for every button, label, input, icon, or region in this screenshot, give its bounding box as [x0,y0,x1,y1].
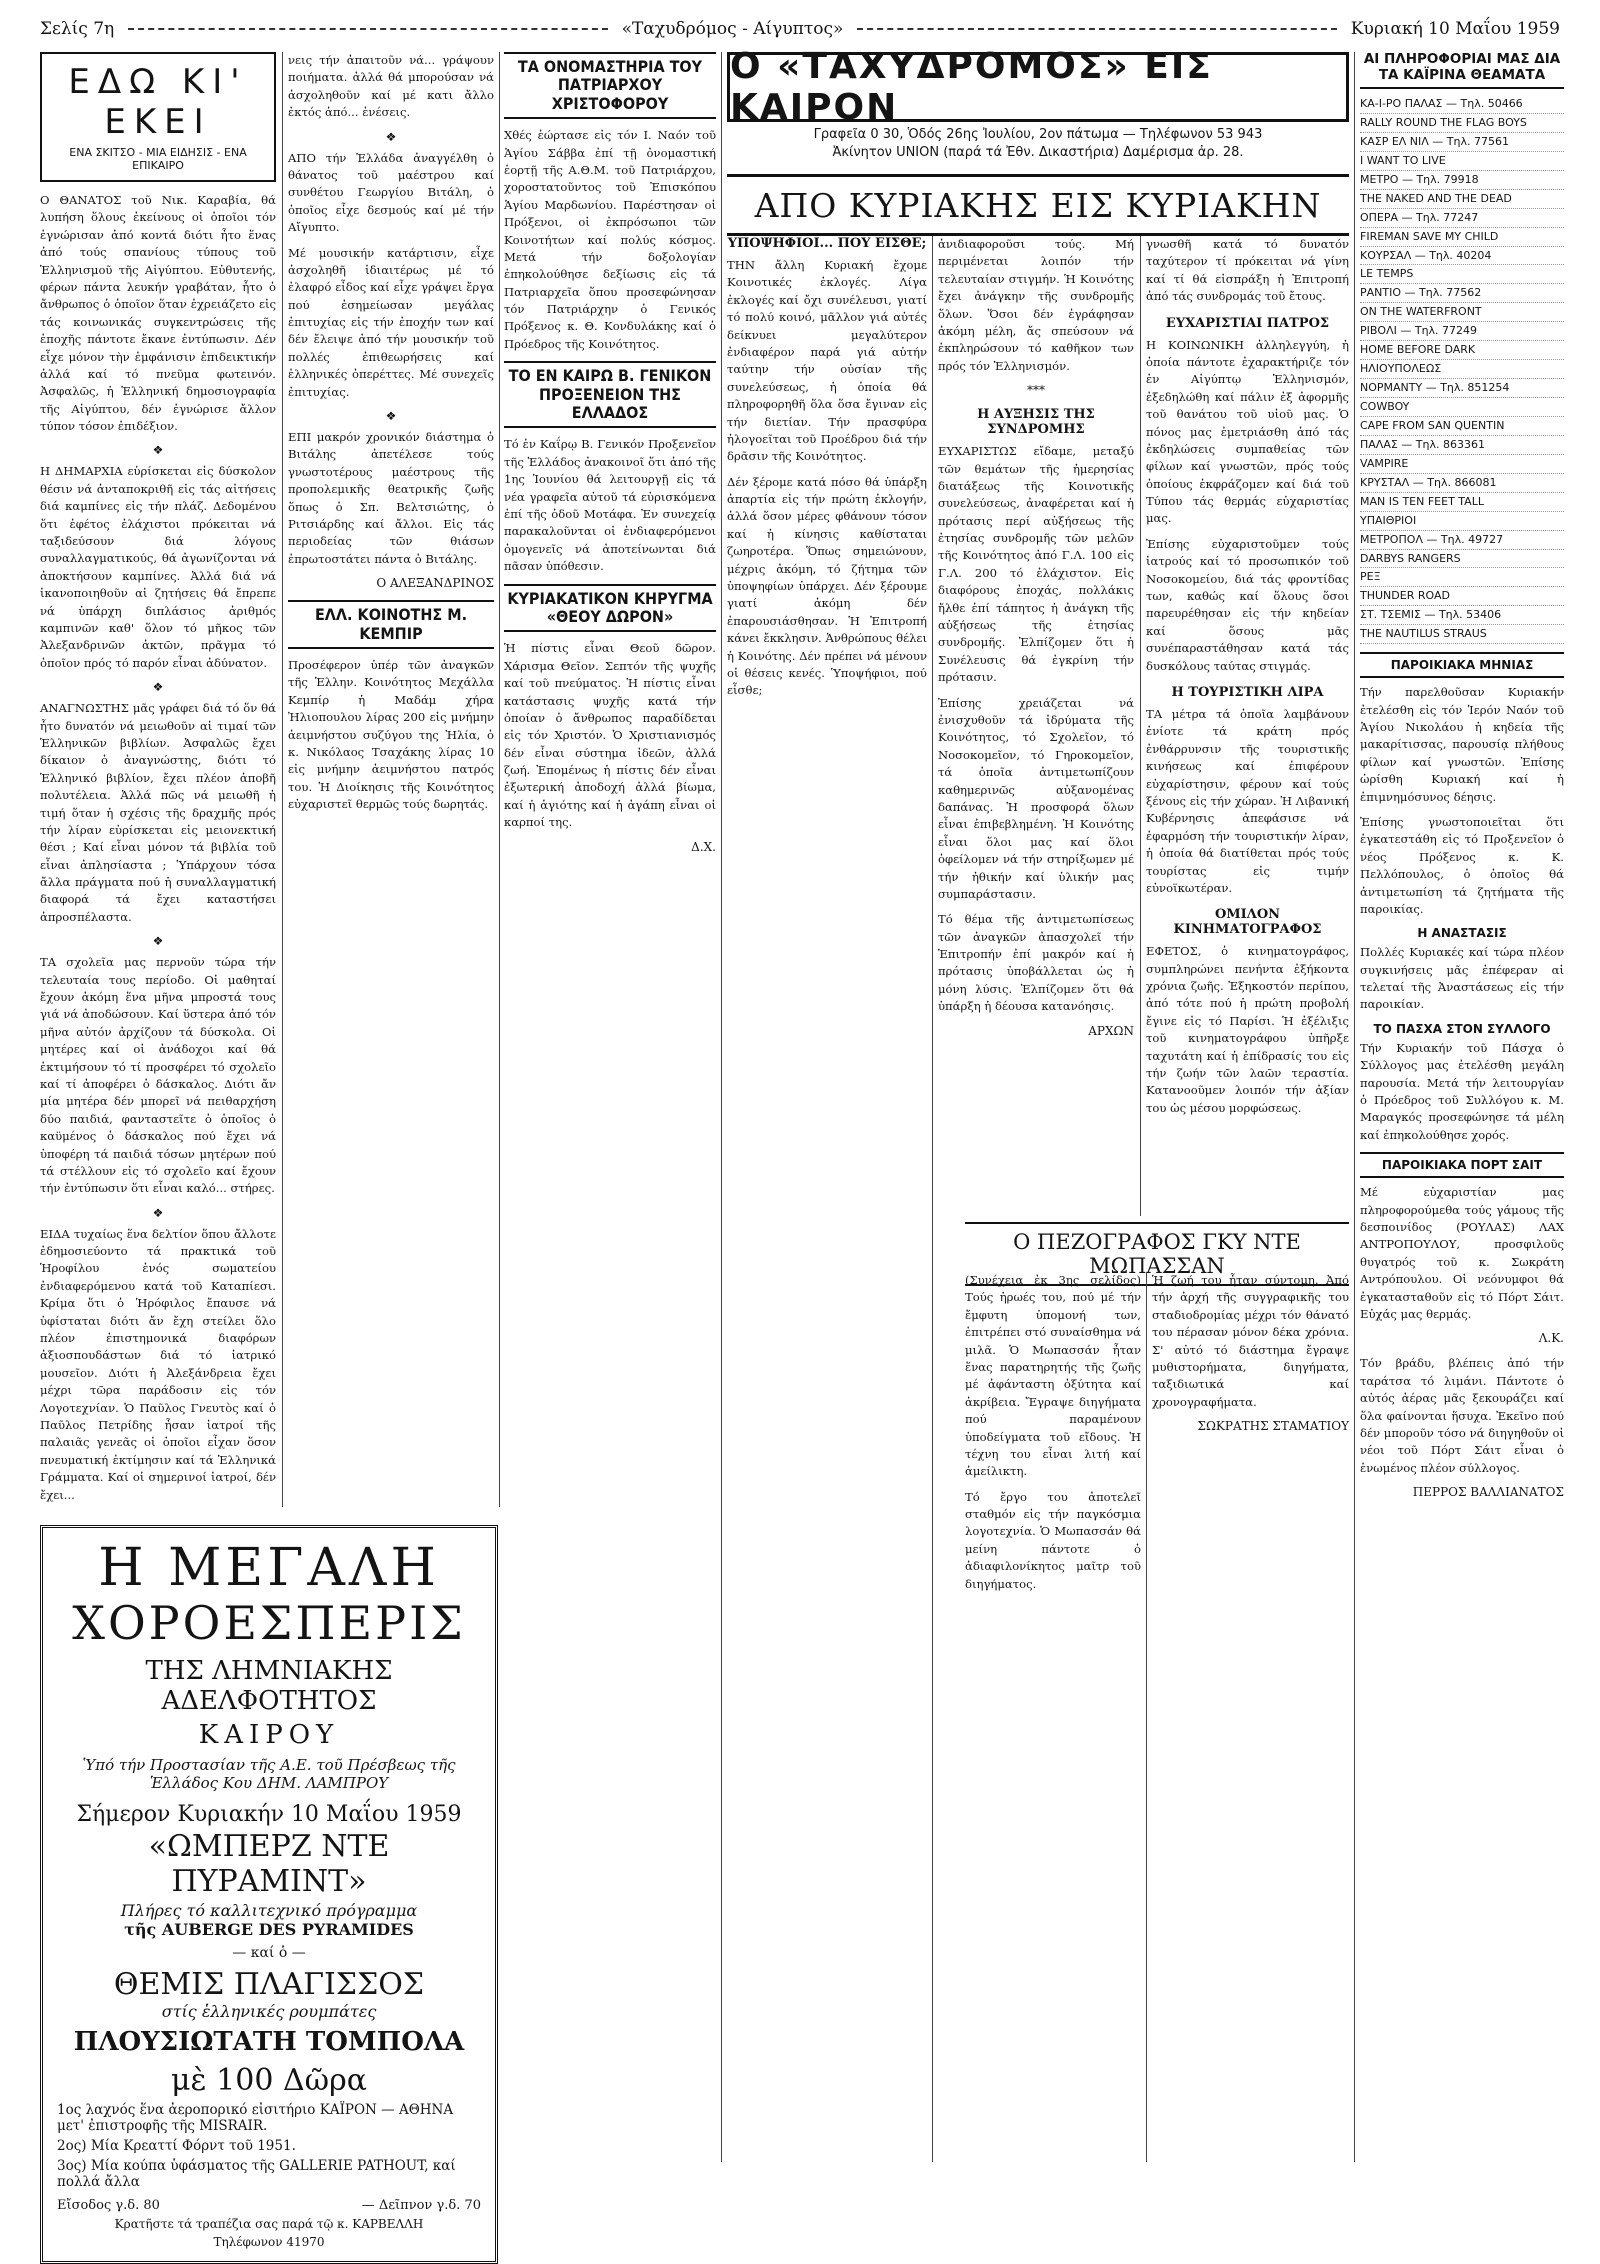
ad-telephone: Τηλέφωνον 41970 [213,2235,325,2250]
cinema-listing-entry: ΣΤ. ΤΣΕΜΙΣ — Τηλ. 53406 [1360,606,1564,625]
maupassant-column-one [965,1272,1141,1601]
cinema-listing-entry: VAMPIRE [1360,455,1564,474]
masthead-rule [128,28,607,30]
subsection-title: Η ΑΝΑΣΤΑΣΙΣ [1417,926,1507,941]
cinema-listing-entry: ΡΙΒΟΛΙ — Τηλ. 77249 [1360,322,1564,341]
sunday-heading: ΑΠΟ ΚΥΡΙΑΚΗΣ ΕΙΣ ΚΥΡΙΑΚΗΝ [727,174,1349,236]
cinema-listing-entry: FIREMAN SAVE MY CHILD [1360,228,1564,247]
article-paragraph: Ο ΘΑΝΑΤΟΣ τοῦ Νικ. Καραβία, θά λυπήση ὅλους ἐκείνους οἱ ὁποῖοι τόν ἐγνώρισαν ἀπό κοντά διότι ἦτο ἕνας ἀπό τούς σπανίους τύπους τοῦ Ἑλληνισμοῦ τῆς Αἰγύπτου. Εὐθυτενής, φέρων πάντα λευκήν γραβάταν, ἦτο ὁ ἄνθρωπος ὁ ὁποῖον ὅταν ἐχρειάζετο εἰς τάς κοινωνικάς συγκεντρώσεις τῆς ἐποχῆς πάντοτε ἔκανε ἐντύπωσιν. Δέν εἶχε μόνον τὴν ἐμφάνισιν ἐπιδεικτικήν ἀλλά καί τό πνεῦμα φωτεινόν. Ἀσφαλῶς, ἡ Ἑλληνική δημοσιογραφία τῆς Αἰγύπτου, δέν ἐγνώρισε ἄλλον τύπον τόσον ἐπιδέξιον. [40,193,276,434]
cinema-listing-entry: CAPE FROM SAN QUENTIN [1360,417,1564,436]
masthead-rule [857,28,1336,30]
article-paragraph: ΤΗΝ ἄλλη Κυριακή ἔχομε Κοινοτικές ἐκλογές. Λίγα ἐκλογές καί ὄχι συνέλευσι, γιατί τό πολύ κοινό, μᾶλλον γιά αὐτές δείκνυει μεγαλύτερον ἐνδιαφέρον παρά γιά αὐτήν ταύτην τήν οὐσίαν τῆς συνελεύσεως, ἡ ὁποία θά πληροφορηθῆ ὅλα ὅσα ἔγιναν εἰς τήν διετίαν. Τήν πρασφύρα ἠλογοεῖται τοῦ Προέδρου διά τήν δρᾶσιν τῆς Κοινότητος. [727,258,927,464]
column-rule [1354,52,1355,2162]
section-heading: ΤΑ ΟΝΟΜΑΣΤΗΡΙΑ ΤΟΥ ΠΑΤΡΙΑΡΧΟΥ ΧΡΙΣΤΟΦΟΡΟΥ [504,52,716,119]
page-number: Σελίς 7η [40,19,115,39]
cinema-listing-entry: MAN IS TEN FEET TALL [1360,493,1564,512]
office-address: Γραφεῖα 0 30, Ὁδός 26ης Ἰουλίου, 2ον πάτωμα — Τηλέφωνον 53 943 [813,127,1263,142]
cinema-listing-entry: ΚΑ-Ι-ΡΟ ΠΑΛΑΣ — Τηλ. 50466 [1360,95,1564,114]
article-paragraph: νεις τήν ἀπαιτοῦν νά... γράψουν ποιήματα. ἀλλά θά μπορούσαν νά ἀσχοληθοῦν καί μέ κατι ἄλλο ἐκτός ἀπό... ἐνέσεις. [288,53,494,120]
ad-prize: 2ος) Μία Κρεαττί Φόρντ τοῦ 1951. [57,2138,296,2155]
cinema-listing-entry: ΡΕΞ [1360,568,1564,587]
column-two [288,52,494,821]
article-paragraph: ΑΠΟ τήν Ἑλλάδα ἀναγγέλθη ὁ θάνατος τοῦ μαέστρου καί συνθέτου Γεωργίου Βιτάλη, ὁ ὁποῖος εἶχε δεσμούς καί μέ τήν Αἴγυπτο. [288,150,494,235]
column-rule [1140,236,1141,1216]
column-subtitle: ΕΝΑ ΣΚΙΤΣΟ - ΜΙΑ ΕΙΔΗΣΙΣ - ΕΝΑ ΕΠΙΚΑΙΡΟ [69,146,247,172]
article-paragraph: ΕΥΧΑΡΙΣΤΩΣ εἴδαμε, μεταξύ τῶν θεμάτων τῆς ἡμερησίας διατάξεως τῆς Κοινοτικῆς συνελεύσεως, ἀναφέρεται καί ἡ πρότασις περί αὐξήσεως τῆς ἐτησίας συνδρομῆς τῶν μελῶν τῆς Κοινότητος ἀπό Γ.Λ. 100 εἰς Γ.Λ. 200 τό ἐλάχιστον. Εἰς διαφόρους ἐποχάς, πολλάκις ἤλθε ἐπί τάπητος ἡ ἀνάγκη τῆς αὐξήσεως τῆς ἐτησίας συνδρομῆς. Ἐλπίζομεν ὅτι ἡ Συνέλευσις θά ἐγκρίνη τήν πρότασιν. [938,444,1134,685]
article-paragraph: Ἐπίσης χρειάζεται νά ἐνισχυθοῦν τά ἱδρύματα τῆς Κοινότητος, τό Σχολεῖον, τό Νοσοκομεῖον, τό Γηροκομεῖον, τά ὁποῖα ἀντιμετωπίζουν καθημερινῶς αὐξανομένας δαπάνας. Ἡ προσφορά ὅλων εἶναι ἐπιβεβλημένη. Ἡ Κοινότης εἶναι ὅλοι μας καί ὅλοι ὀφείλομεν νά τήν στηρίξωμεν μέ τήν ἠθικήν καί ὑλικήν μας συμπαράστασιν. [938,695,1134,901]
ad-prize: 3ος) Μία κούπα ὑφάσματος τῆς GALLERIE PATHOUT, καί πολλά ἄλλα [57,2158,456,2191]
section-heading: ΠΑΡΟΙΚΙΑΚΑ ΠΟΡΤ ΣΑΙΤ [1360,1152,1564,1178]
ad-connector: — καί ὁ — [232,1945,306,1962]
cinema-listing-entry: ΜΕΤΡΟΠΟΛ — Τηλ. 49727 [1360,531,1564,550]
ad-program: Πλήρες τό καλλιτεχνικό πρόγραμμα [120,1901,418,1921]
ad-performer: ΘΕΜΙΣ ΠΛΑΓΙΣΣΟΣ [113,1967,425,2003]
article-paragraph: Προσέφερον ὑπέρ τῶν ἀναγκῶν τῆς Ἑλλην. Κοινότητος Μεχάλλα Κεμπίρ ἡ Μαδάμ χήρα Ἠλιοπουλου λίρας 200 εἰς μνήμην ἀειμνήστου συζύγου της Ἠλία, ὁ κ. Νικόλαος Τσαχάκης λίρας 10 εἰς μνήμην ἀειμνήστου πατρός του. Ἡ Διοίκησις τῆς Κοινότητος εὐχαριστεῖ θερμῶς τούς δωρητάς. [288,657,494,812]
cinema-listing-entry: I WANT TO LIVE [1360,152,1564,171]
cinema-listing-entry: ΚΟΥΡΣΑΛ — Τηλ. 40204 [1360,247,1564,266]
separator-ornament: ❖ [152,1205,164,1220]
ad-headline: ΧΟΡΟΕΣΠΕΡΙΣ [72,1596,466,1651]
article-paragraph: Τό ἐν Καΐρῳ Β. Γενικόν Προξενεῖον τῆς Ἑλλάδος ἀνακοινοῖ ὅτι ἀπό τῆς 1ης Ἰουνίου θά λειτουργῇ εἰς τά νέα γραφεῖα αὐτοῦ τά εὑρισκόμενα ἐπί τῆς ὁδοῦ Μοτάφα. Ἐν συνεχείᾳ παρακαλοῦνται οἱ ἐνδιαφερόμενοι ὁμογενεῖς νά ἀποτείνωνται διά πᾶσαν ὑπόθεσιν. [504,437,716,574]
article-paragraph: ΑΝΑΓΝΩΣΤΗΣ μᾶς γράφει διά τό ὅν θά ἦτο δυνατόν νά μειωθοῦν αἱ τιμαί τῶν Ἑλληνικῶν βιβλίων. Ἀσφαλῶς ἔχει δίκαιον ὁ ἀναγνώστης, διότι τό Ἑλληνικό βιβλίον, ἔχει πλέον ἀποβῆ πολυτέλεια. Ἀλλά πῶς νά μειωθῆ ἡ τιμή ὅταν ἡ σχέσις τῆς δραχμῆς πρός τήν λίραν εὑρίσκεται εἰς μειονεκτική θέσι ; Καί εἶναι μόνον τά βιβλία τοῦ εἶναι ἀπλησίαστα ; Ὑπάρχουν τόσα ἄλλα πράγματα πού ἡ συναλλαγματική διαφορά τά ἔχει καταστήσει ἀπροσπέλαστα. [40,701,276,924]
cinema-listing-entry: COWBOY [1360,398,1564,417]
issue-date: Κυριακή 10 Μαΐου 1959 [1350,19,1560,39]
masthead [40,14,1560,44]
ad-organizer: ΤΗΣ ΛΗΜΝΙΑΚΗΣ ΑΔΕΛΦΟΤΗΤΟΣ [145,1656,393,1717]
subsection-title: ΤΟ ΠΑΣΧΑ ΣΤΟΝ ΣΥΛΛΟΓΟ [1373,1021,1551,1036]
separator-stars: *** [1027,383,1045,398]
separator-ornament: ❖ [385,129,397,144]
section-heading: ΚΥΡΙΑΚΑΤΙΚΟΝ ΚΗΡΥΓΜΑ «ΘΕΟΥ ΔΩΡΟΝ» [504,584,716,633]
column-rule [721,52,722,2162]
article-paragraph: Τό θέμα τῆς ἀντιμετωπίσεως τῶν ἀναγκῶν ἀπασχολεῖ τήν Ἐπιτροπήν ἐπί μακρόν καί ἡ πρότασις ὑποβάλλεται ὡς ἡ μόνη λύσις. Ἐλπίζομεν ὅτι θά ὑπάρξη ἡ δέουσα κατανόησις. [938,912,1134,1014]
article-paragraph: Δέν ξέρομε κατά πόσο θά ὑπάρξη ἀπαρτία εἰς τήν πρώτη ἐκλογήν, ἀλλά ὅσον μέρες φθάνουν τόσον καί ἡ κίνησις καθίσταται ζωηροτέρα. Ὅπως σημειώνουν, μέχρις ἀκόμη, τό ζήτημα τῶν ὑποψηφίων ὑπάρχει. Δέν ξέρουμε γιατί ἀκόμη δέν ἐπαρουσιάσθησαν. Ἡ Ἐπιτροπή κάνει ἔκκλησιν. Ἀνθρώπους θέλει ἡ Κοινότης. Δέν πρέπει νά μένουν οἱ θέσεις κενές. Ὑποψήφιοι, πού εἶσθε; [727,474,927,698]
article-paragraph: ΤΑ σχολεῖα μας περνοῦν τώρα τήν τελευταία τους περίοδο. Οἱ μαθηταί ἔχουν ἀκόμη ἕνα μῆνα μπροστά τους γιά νά ἀποδώσουν. Καί ὕστερα ἀπό τόν μῆνα αὐτόν ἀρχίζουν τά δύσκολα. Οἱ μητέρες καί οἱ ἀνάδοχοι καί θά ἐκτιμήσουν τό τί προσφέρει τό σχολεῖο καί τί ἀποφέρει ὁ δάσκαλος. Διότι ἄν μία μητέρα δέν μπορεῖ νά πειθαρχήση δύο παιδιά, φανταστεῖτε ὁ ὁποῖος ὁ καϋμένος ὁ δάσκαλος πού ἔχει νά ὑποφέρη τά παιδιά τόσων μητέρων πού τά στέλλουν εἰς τό σχολεῖο καί ἔχουν τήν ἐντύπωσιν ὅτι εἶναι καλό... στήρες. [40,955,276,1196]
separator-ornament: ❖ [152,680,164,695]
ad-tombola: ΠΛΟΥΣΙΩΤΑΤΗ ΤΟΜΠΟΛΑ [73,2027,465,2058]
cinema-listing-entry: ΚΑΣΡ ΕΛ ΝΙΛ — Τηλ. 77561 [1360,133,1564,152]
article-paragraph: Πολλές Κυριακές καί τώρα πλέον συγκινήσεις μᾶς ἐπέφεραν αἱ τελεταί τῆς Ἀναστάσεως εἰς τήν παροικίαν. [1360,945,1564,1012]
article-signoff: Δ.Χ. [691,839,716,854]
article-paragraph: ἀνιδιαφοροῦσι τούς. Μή περιμένεται λοιπόν τήν τελευταίαν στιγμήν. Ἡ Κοινότης ἔχει ἀνάγκην τῆς συνδρομῆς ὅλων. Ὅσοι δέν ἐγράφησαν ἀκόμη μέλη, ἄς σπεύσουν νά ἐκπληρώσουν τό καθῆκον των πρός τόν Ἑλληνισμόν. [938,237,1134,373]
article-signoff: ΑΡΧΩΝ [1088,1023,1134,1038]
cinema-listing-entry: DARBYS RANGERS [1360,550,1564,569]
ad-headline: Η ΜΕΓΑΛΗ [98,1538,440,1598]
column-rule [282,52,283,1507]
article-paragraph: Ἡ πίστις εἶναι Θεοῦ δῶρον. Χάρισμα Θεῖον. Σεπτόν τῆς ψυχῆς καί τοῦ πνεύματος. Ἡ πίστις εἶναι κατάστασις ψυχῆς κατά τήν ὁποίαν ὁ ἄνθρωπος παραδίδεται εἰς τόν Χριστόν. Ὁ Χριστιανισμός δέν εἶναι σύστημα ἰδεῶν, ἀλλά ζωή. Ἐπομένως ἡ πίστις δέν εἶναι ἐξωτερική ἀποδοχή ἀλλά βίωμα, καί ἡ ἁγιότης καί ἡ ἀγάπη εἶναι οἱ καρποί της. [504,641,716,830]
maupassant-heading: Ο ΠΕΖΟΓΡΑΦΟΣ ΓΚΥ ΝΤΕ ΜΩΠΑΣΣΑΝ [965,1222,1349,1286]
article-paragraph: Η ΚΟΙΝΩΝΙΚΗ ἀλληλεγγύη, ἡ ὁποία πάντοτε ἐχαρακτήριζε τόν ἐν Αἰγύπτῳ Ἑλληνισμόν, ἐξεδηλώθη καί πάλιν ἐξ ἀφορμῆς τοῦ θανάτου τοῦ υἱοῦ μας. Ὁ πόνος μας ἐμετριάσθη ἀπό τάς ἐκδηλώσεις συμπαθείας τῶν φίλων καί γνωστῶν, πρός τούς ὁποίους ἐκφράζομεν καί διά τοῦ Τύπου τάς θερμάς εὐχαριστίας μας. [1146,337,1349,526]
separator-ornament: ❖ [385,409,397,424]
ad-reservation: Κρατῆστε τά τραπέζια σας παρά τῷ κ. ΚΑΡΒΕΛΛΗ [114,2217,424,2232]
cinema-listing-entry: ΚΡΥΣΤΑΛ — Τηλ. 866081 [1360,474,1564,493]
ad-prizes-count: μὲ 100 Δῶρα [171,2063,367,2099]
ad-entry-price: Εἴσοδος γ.δ. 80 [57,2198,160,2214]
cinema-listings [1360,95,1564,644]
article-signoff: ΣΩΚΡΑΤΗΣ ΣΤΑΜΑΤΙΟΥ [1197,1419,1349,1434]
cinema-listing-entry: THE NAKED AND THE DEAD [1360,190,1564,209]
column-header-box [40,52,276,182]
ad-date: Σήμερον Κυριακήν 10 Μαΐου 1959 [76,1802,462,1828]
article-paragraph: Ἡ ζωή του ἦταν σύντομη. Ἀπό τήν ἀρχή τῆς συγγραφικῆς του σταδιοδρομίας μέχρι τόν θάνατό του πέρασαν μόνον δέκα χρόνια. Σ' αὐτό τό διάστημα ἔγραψε μυθιστορήματα, διηγήματα, ταξιδιωτικά καί χρονογραφήματα. [1152,1273,1349,1409]
cinema-listing-entry: ΥΠΑΙΘΡΙΟΙ [1360,512,1564,531]
dance-advertisement [40,1515,498,2264]
article-paragraph: Ἐπίσης εὐχαριστοῦμεν τούς ἰατρούς καί τό προσωπικόν τοῦ Νοσοκομείου, διά τάς φροντίδας των, καθώς καί ὅλους ὅσοι παρευρέθησαν εἰς τήν κηδείαν καί ὅσους μᾶς συνέπαραστάθησαν κατά τάς δυσκόλους ταύτας στιγμάς. [1146,536,1349,673]
separator-ornament: ❖ [152,934,164,949]
ad-patron: Ὑπό τήν Προστασίαν τῆς Α.Ε. τοῦ Πρέσβεως τῆς Ἑλλάδος Κου ΔΗΜ. ΛΑΜΠΡΟΥ [82,1756,456,1793]
ad-venue: «ΩΜΠΕΡΖ ΝΤΕ ΠΥΡΑΜΙΝΤ» [148,1829,390,1900]
subsection-title: ΕΥΧΑΡΙΣΤΙΑΙ ΠΑΤΡΟΣ [1165,315,1330,331]
article-signoff: ΠΕΡΡΟΣ ΒΑΛΛΙΑΝΑΤΟΣ [1412,1485,1564,1500]
cinema-listing-entry: ΠΑΛΑΣ — Τηλ. 863361 [1360,436,1564,455]
subcolumn-one [727,236,927,708]
cinema-listing-entry: ON THE WATERFRONT [1360,303,1564,322]
column-title: ΕΔΩ ΚΙ' ΕΚΕΙ [68,62,248,142]
article-paragraph: ΕΠΙ μακρόν χρονικόν διάστημα ὁ Βιτάλης ἀπετέλεσε τούς γνωστοτέρους μαέστρους τῆς προπολεμικῆς θεατρικῆς ζωῆς ὅπως ὁ Σπ. Βελτσιώτης, ὁ Ριτσιάρδης καί ἄλλοι. Εἰς τάς περιοδείας τῶν θιάσων ἐπρωτοστάτει πάντα ὁ Βιτάλης. [288,430,494,566]
right-sidebar [1360,52,1564,1509]
article-paragraph: Χθές ἑώρτασε εἰς τόν Ι. Ναόν τοῦ Ἁγίου Σάββα ἐπί τῇ ὀνομαστική ἑορτῇ τῆς Α.Θ.Μ. τοῦ Πατριάρχου, χοροστατοῦντος τοῦ Ἐπισκόπου Ἁγίου Μαρδωνίου. Παρέστησαν οἱ Πρόξενοι, οἱ ἐκπρόσωποι τῶν Κοινοτήτων καί πολύς κόσμος. Μετά τήν δοξολογίαν ἐπηκολούθησε δεξίωσις εἰς τά Πατριαρχεῖα ὅπου προσεφώνησαν τόν Πατριάρχην ὁ Γενικός Πρόξενος κ. Θ. Κονδυλάκης καί ὁ Πρόεδρος τῆς Κοινότητος. [504,128,716,351]
ad-performer-note: στίς ἑλληνικές ρουμπάτες [161,2002,377,2022]
article-paragraph: Τόν βράδυ, βλέπεις ἀπό τήν ταράτσα τό λιμάνι. Πάντοτε ὁ αὐτός ἀέρας μᾶς ξεκουράζει καί ὅλα φαίνονται ἥσυχα. Ἐκεῖνο πού δέν μποροῦν τόσο νά διηγηθοῦν οἱ νέοι τοῦ Πόρτ Σάιτ εἶναι ὁ ἑνωμένος πλέον σύλλογος. [1360,1356,1564,1475]
subsection-title: Η ΤΟΥΡΙΣΤΙΚΗ ΛΙΡΑ [1171,684,1324,700]
article-paragraph: Τό ἔργο του ἀποτελεῖ σταθμόν εἰς τήν παγκόσμια λογοτεχνία. Ὁ Μωπασσάν θά μείνη πάντοτε ὁ ἀδιαφιλονίκητος μαῖτρ τοῦ διηγήματος. [965,1489,1141,1591]
column-three [504,52,716,864]
subcolumn-three [1146,236,1349,1125]
article-paragraph: ΕΦΕΤΟΣ, ὁ κινηματογράφος, συμπληρώνει πενήντα ἐξήκοντα χρόνια ζωῆς. Ἐξηκοστόν περίπου, ἀπό τότε πού ἡ πρώτη προβολή ἔγινε εἰς τό Παρίσι. Ἡ ἐξέλιξις τοῦ κινηματογράφου ὑπῆρξε ταχυτάτη καί ἡ ἐπίδρασίς του εἰς τήν ζωήν τῶν λαῶν τεραστία. Κατανοοῦμεν λοιπόν τήν ἀξίαν του ὡς μέσου μορφώσεως. [1146,944,1349,1115]
cairo-banner: Ο «ΤΑΧΥΔΡΟΜΟΣ» ΕΙΣ ΚΑΙΡΟΝ [727,52,1349,122]
cinema-listing-entry: THE NAUTILUS STRAUS [1360,625,1564,644]
article-paragraph: Τήν παρελθοῦσαν Κυριακήν ἐτελέσθη εἰς τόν Ἱερόν Ναόν τοῦ Ἁγίου Νικολάου ἡ κηδεία τῆς μακαρίτισσας, παρουσίᾳ πλήθους φίλων καί γνωστῶν. Ἐπίσης ὡρίσθη Κυριακή καί ἡ ἐπιμνημόσυνος δέησις. [1360,685,1564,804]
subsection-title: ΟΜΙΛΟΝ ΚΙΝΗΜΑΤΟΓΡΑΦΟΣ [1173,907,1322,938]
column-rule [1146,1272,1147,2162]
cinema-listing-entry: LE TEMPS [1360,265,1564,284]
cinema-listing-entry: ΜΕΤΡΟ — Τηλ. 79918 [1360,171,1564,190]
ad-frame [40,1525,498,2264]
article-signoff: Λ.Κ. [1538,1331,1564,1346]
subsection-title: Η ΑΥΞΗΣΙΣ ΤΗΣ ΣΥΝΔΡΟΜΗΣ [977,407,1095,438]
section-heading: ΠΑΡΟΙΚΙΑΚΑ ΜΗΝΙΑΣ [1360,652,1564,678]
office-building: Ἀκίνητον UNION (παρά τά Ἐθν. Δικαστήρια) Δαμέρισμα ἀρ. 28. [832,145,1244,161]
cinema-listing-entry: HOME BEFORE DARK [1360,341,1564,360]
article-paragraph: Μέ μουσικήν κατάρτισιν, εἶχε ἀσχοληθῆ ἰδιαιτέρως μέ τό ἐλαφρό εἶδος καί εἶχε γράψει ἔργα πού ἐσημείωσαν μεγάλας ἐπιτυχίας εἰς τήν ἐποχήν των καί δέν ἔλειψε ἀπό τήν μουσικήν τοῦ πολλές ἐπιθεωρήσεις καί ἑλληνικές ὀπερέττες. Μέ συνεχεῖς ἐπιτυχίας. [288,245,494,399]
cinema-listing-entry: ΝΟΡΜΑΝΤΥ — Τηλ. 851254 [1360,379,1564,398]
cairo-office-info [727,126,1349,162]
cinema-listing-entry: RALLY ROUND THE FLAG BOYS [1360,114,1564,133]
cinema-listing-entry: ΟΠΕΡΑ — Τηλ. 77247 [1360,209,1564,228]
ad-organizer: ΚΑΙΡΟΥ [198,1720,340,1751]
separator-ornament: ❖ [152,443,164,458]
section-heading: ΤΟ ΕΝ ΚΑΙΡΩ Β. ΓΕΝΙΚΟΝ ΠΡΟΞΕΝΕΙΟΝ ΤΗΣ ΕΛΛΑΔΟΣ [504,361,716,428]
column-rule [932,236,933,2162]
ad-program: τῆς AUBERGE DES PYRAMIDES [124,1920,414,1940]
article-signoff: Ο ΑΛΕΞΑΝΔΡΙΝΟΣ [376,576,494,591]
article-paragraph: Ἐπίσης γνωστοποιεῖται ὅτι ἐγκατεστάθη εἰς τό Προξενεῖον ὁ νέος Πρόξενος κ. Κ. Πελλόπουλος, ὁ ὁποῖος θά ἀντιμετωπίση τά ζητήματα τῆς παροικίας. [1360,814,1564,916]
ad-dinner-price: — Δεῖπνον γ.δ. 70 [361,2198,481,2214]
column-edo-ki-ekei [40,52,276,1512]
article-paragraph: ΕΙΔΑ τυχαίως ἕνα δελτίον ὅπου ἄλλοτε ἐδημοσιεύοντο τά πρακτικά τοῦ Ἡροφίλου ἑνός σωματείου ἐνδιαφερόμενου κατά τοῦ Καταπίεσι. Κρίμα ὅτι ὁ Ἡρόφιλος ἔπαυσε νά ὑφίσταται διότι ἄν ἔχη στείλει ὅλο πλέον ἐπιστημονικά διαφόρων ἀξιοσπουδάστων διά τό ἰατρικό μουσεῖον. Διότι ἡ Ἀλεξάνδρεια ἔχει μέχρι τῶρα παράδοσιν εἰς τόν Λογοτεχνίαν. Ὁ Παῦλος Γνευτὸς καί ὁ Παῦλος Πετρίδης ἦσαν ἰατροί τῆς παλαιᾶς γενεᾶς οἱ ὁποῖοι εἶχαν ὅσον πνευματική ἐκτίμησιν καί τά Ἑλληνικά Γράμματα. Καί οἱ σημερινοί ἰατροί, δέν ἔχει... [40,1226,276,1502]
article-paragraph: Μέ εὐχαριστίαν μας πληροφορούμεθα τούς γάμους τῆς δεσποινίδος (ΡΟΥΛΑΣ) ΛΑΧ ΑΝΤΡΟΠΟΥΛΟΥ, προσφιλοῦς θυγατρός τοῦ κ. Σωκράτη Αντρόπουλου. Οἱ νεόνυμφοι θά ἐγκατασταθοῦν εἰς τό Πόρτ Σάιτ. Εὐχάς μας θερμάς. [1360,1185,1564,1321]
section-heading: ΕΛΛ. ΚΟΙΝΟΤΗΣ Μ. ΚΕΜΠΙΡ [288,600,494,649]
subcolumn-two [938,236,1134,1048]
article-paragraph: Τήν Κυριακήν τοῦ Πάσχα ὁ Σύλλογος μας ἐτελέσθη μεγάλη παρουσία. Μετά τήν λειτουργίαν ὁ Πρόεδρος τοῦ Συλλόγου κ. Μ. Μαραγκός προσεφώνησε τά μέλη καί ἐπηκολούθησε χορός. [1360,1040,1564,1142]
cinema-listing-entry: ΡΑΝΤΙΟ — Τηλ. 77562 [1360,284,1564,303]
cinema-listing-entry: THUNDER ROAD [1360,587,1564,606]
article-paragraph: Η ΔΗΜΑΡΧΙΑ εὑρίσκεται εἰς δύσκολον θέσιν νά ἀνταποκριθῆ εἰς τάς αἰτήσεις διά καμπίνες εἰς τήν πλάζ. Δεδομένου ὅτι ἐφέτος ἐλάχιστοι πρόκειται νά ταξιδεύσουν διά λόγους συναλλαγματικούς, θά ἀγωνίζονται νά ἀποκτήσουν καμπίνες. Ἀλλά διά νά ἱκανοποιηθοῦν αἱ ζητήσεις θά ἔπρεπε νά ὑπάρχη διπλάσιος ἀριθμός καμπινῶν καθ' ὅλον τό μῆκος τῶν Ἀλεξανδρινῶν ἀκτῶν, πρᾶγμα τό ὁποῖον πρός τό παρόν εἶναι ἀδύνατον. [40,464,276,670]
ad-prize: 1ος λαχνός ἕνα ἀεροπορικό εἰσιτήριο ΚΑΪΡΟΝ — ΑΘΗΝΑ μετ' ἐπιστροφῆς τῆς MISRAIR. [57,2102,454,2135]
newspaper-title: «Ταχυδρόμος - Αίγυπτος» [621,19,844,39]
cinema-listing-entry: ΗΛΙΟΥΠΟΛΕΩΣ [1360,360,1564,379]
ad-prices [57,2198,481,2213]
cinema-listings-heading: ΑΙ ΠΛΗΡΟΦΟΡΙΑΙ ΜΑΣ ΔΙΑ ΤΑ ΚΑΪΡΙΝΑ ΘΕΑΜΑΤΑ [1360,52,1564,89]
article-paragraph: ΤΑ μέτρα τά ὁποῖα λαμβάνουν ἐνίοτε τά κράτη πρός ἐνθάρρυνσιν τῆς τουριστικῆς κινήσεως καί ἐπιφέρουν εὐχαρίστησιν, φέρουν καί τούς ξένους εἰς τήν χώραν. Ἡ Λιβανική Κυβέρνησις ἀπεφάσισε νά ἐφαρμόση τήν τουριστικήν λίραν, ἡ ὁποία θά διατίθεται πρός τούς τουρίστας εἰς τιμήν εὐνοϊκωτέραν. [1146,706,1349,895]
article-paragraph: (Συνέχεια ἐκ 3ης σελίδος) Τούς ἡρωές του, πού μέ τήν ἔμφυτη ὑπομονή των, ἐπιτρέπει στό συναίσθημα νά μιλᾶ. Ὁ Μωπασσάν ἦταν ἕνας παρατηρητής τῆς ζωῆς μέ ἀφάνταστη ὀξύτητα καί ἀκρίβεια. Ἔγραψε διηγήματα πού παραμένουν ὑποδείγματα τοῦ εἴδους. Ἡ τέχνη του εἶναι λιτή καί ἀμείλικτη. [965,1273,1141,1479]
column-rule [499,52,500,1507]
article-paragraph: γνωσθῆ κατά τό δυνατόν ταχύτερον τί πρόκειται νά γίνη καί τί θά εἰσπράξη ἡ Ἐπιτροπή ἀπό τάς συνδρομάς τοῦ ἔτους. [1146,237,1349,304]
maupassant-column-two [1152,1272,1349,1443]
subsection-title: ΥΠΟΨΗΦΙΟΙ... ΠΟΥ ΕΙΣΘΕ; [727,236,927,251]
